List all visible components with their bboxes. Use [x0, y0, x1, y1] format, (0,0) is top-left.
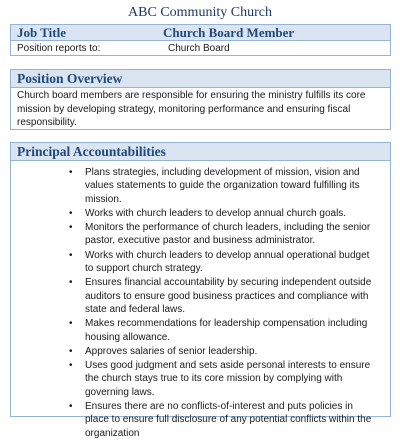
- org-title: ABC Community Church: [128, 5, 272, 20]
- list-item-text: Plans strategies, including development of mission, vision and values statements to guide the organization toward fulfilling its mission.: [85, 167, 360, 205]
- bullet-icon: •: [69, 207, 73, 219]
- list-item: [11, 221, 390, 248]
- bullet-icon: •: [69, 249, 73, 261]
- job-title-header: [11, 25, 390, 41]
- list-item-text: Ensures financial accountability by securing independent outside auditors to ensure good business practices and compliance with state and federal laws.: [85, 277, 372, 315]
- bullet-icon: •: [69, 401, 73, 413]
- reports-to-label: Position reports to:: [17, 43, 101, 54]
- list-item: [11, 317, 390, 344]
- list-item-text: Works with church leaders to develop annual operational budget to support church strategy.: [85, 249, 370, 275]
- list-item: [11, 359, 390, 399]
- principal-accountabilities-heading: Principal Accountabilities: [11, 143, 390, 161]
- job-title-label: Job Title: [17, 25, 67, 40]
- bullet-icon: •: [69, 222, 73, 234]
- list-item-text: Makes recommendations for leadership compensation including housing allowance.: [85, 318, 368, 343]
- bullet-icon: •: [69, 360, 73, 372]
- position-overview-text: Church board members are responsible for ensuring the ministry fulfills its core mission by developing strategy, monitoring performance and ensuring fiscal responsibility.: [17, 90, 366, 128]
- list-item: [11, 400, 390, 440]
- job-title-box: [10, 24, 391, 56]
- bullet-icon: •: [69, 345, 73, 357]
- list-item: [11, 249, 390, 276]
- job-title-value: Church Board Member: [163, 25, 295, 40]
- list-item-text: Approves salaries of senior leadership.: [85, 345, 258, 357]
- list-item: [11, 345, 390, 358]
- principal-accountabilities-box: [10, 142, 391, 439]
- list-item-text: Monitors the performance of church leaders, including the senior pastor, executive pastor and business administrator.: [85, 222, 371, 247]
- position-overview-heading: Position Overview: [11, 70, 390, 88]
- accountabilities-list: [11, 161, 390, 440]
- bullet-icon: •: [69, 318, 73, 330]
- reports-to-value: Church Board: [168, 43, 230, 54]
- list-item: [11, 207, 390, 220]
- bullet-icon: •: [69, 277, 73, 289]
- bullet-icon: •: [69, 167, 73, 178]
- list-item: [11, 276, 390, 316]
- list-item-text: Uses good judgment and sets aside personal interests to ensure the church stays true to its core mission by complying with governing laws.: [85, 360, 371, 398]
- list-item: [11, 166, 390, 206]
- list-item-text: Works with church leaders to develop annual church goals.: [85, 207, 347, 219]
- list-item-text: Ensures there are no conflicts-of-interest and puts policies in place to ensure full disclosure of any potential conflicts within the organization: [85, 401, 372, 439]
- reports-to-row: [11, 41, 390, 56]
- position-overview-box: [10, 69, 391, 130]
